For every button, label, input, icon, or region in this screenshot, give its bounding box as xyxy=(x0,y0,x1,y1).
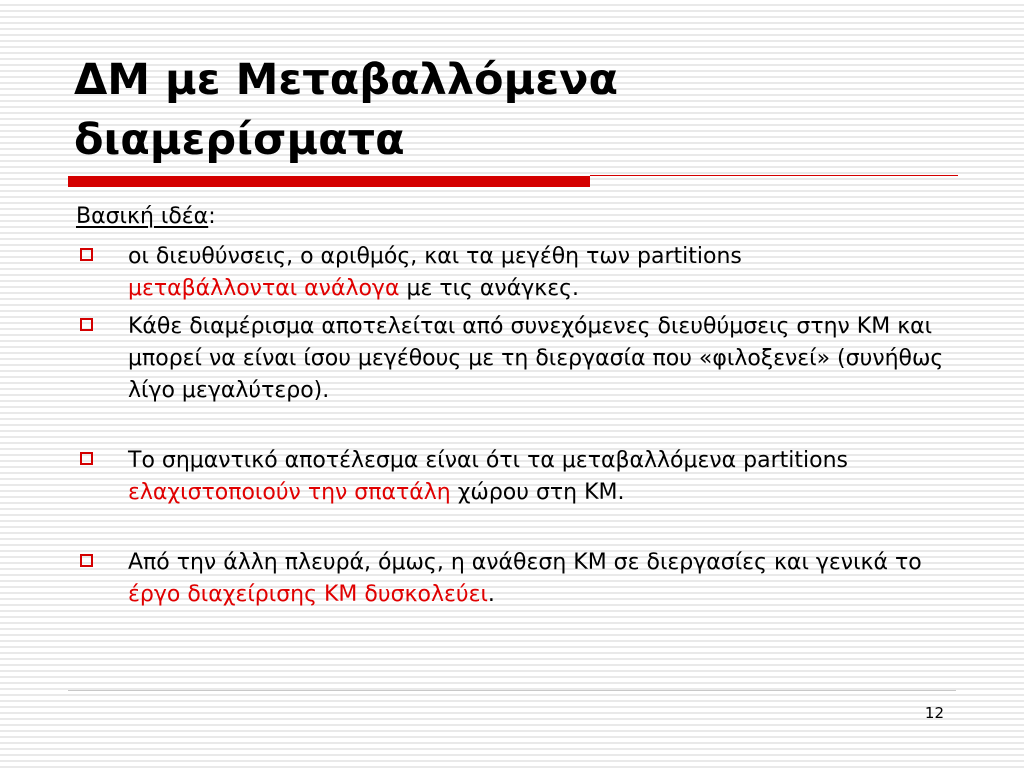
intro-label: Βασική ιδέα xyxy=(76,204,209,229)
hollow-square-bullet-icon xyxy=(80,554,93,567)
slide-body xyxy=(76,201,966,611)
slide-title xyxy=(74,50,974,170)
hollow-square-bullet-icon xyxy=(80,452,93,465)
title-accent-line xyxy=(590,175,958,176)
title-accent-bar xyxy=(68,176,590,187)
hollow-square-bullet-icon xyxy=(80,318,93,331)
bullet-3-highlight: ελαχιστοποιούν την σπατάλη xyxy=(128,480,451,505)
bullet-item-2 xyxy=(76,311,966,407)
hollow-square-bullet-icon xyxy=(80,248,93,261)
bullet-list xyxy=(76,241,966,611)
bullet-4-highlight: έργο διαχείρισης ΚΜ δυσκολεύει xyxy=(128,582,488,607)
bullet-4-text-end: . xyxy=(487,582,495,607)
intro-heading xyxy=(76,201,966,235)
bullet-item-1 xyxy=(76,241,966,305)
bullet-2-text: Κάθε διαμέρισμα αποτελείται από συνεχόμενες διευθύμσεις στην ΚΜ και μπορεί να είναι ίσου μεγέθους με τη διεργασία που «φιλοξενεί» (συνήθως λίγο μεγαλύτερο). xyxy=(128,314,944,403)
bullet-1-text-end: με τις ανάγκες. xyxy=(399,276,579,301)
slide-number: 12 xyxy=(924,704,944,722)
bullet-item-3 xyxy=(76,445,966,509)
bullet-3-text: Το σημαντικό αποτέλεσμα είναι ότι τα μεταβαλλόμενα partitions xyxy=(128,448,848,473)
footer-divider xyxy=(68,690,956,691)
intro-colon: : xyxy=(208,204,216,229)
slide-title-line-1: ΔΜ με Μεταβαλλόμενα xyxy=(74,55,618,105)
slide-title-line-2: διαμερίσματα xyxy=(74,115,405,165)
bullet-4-text: Από την άλλη πλευρά, όμως, η ανάθεση ΚΜ σε διεργασίες και γενικά το xyxy=(128,550,922,575)
bullet-1-text: οι διευθύνσεις, ο αριθμός, και τα μεγέθη των partitions xyxy=(128,244,742,269)
bullet-3-text-end: χώρου στη ΚΜ. xyxy=(450,480,625,505)
bullet-item-4 xyxy=(76,547,966,611)
bullet-1-highlight: μεταβάλλονται ανάλογα xyxy=(128,276,400,301)
